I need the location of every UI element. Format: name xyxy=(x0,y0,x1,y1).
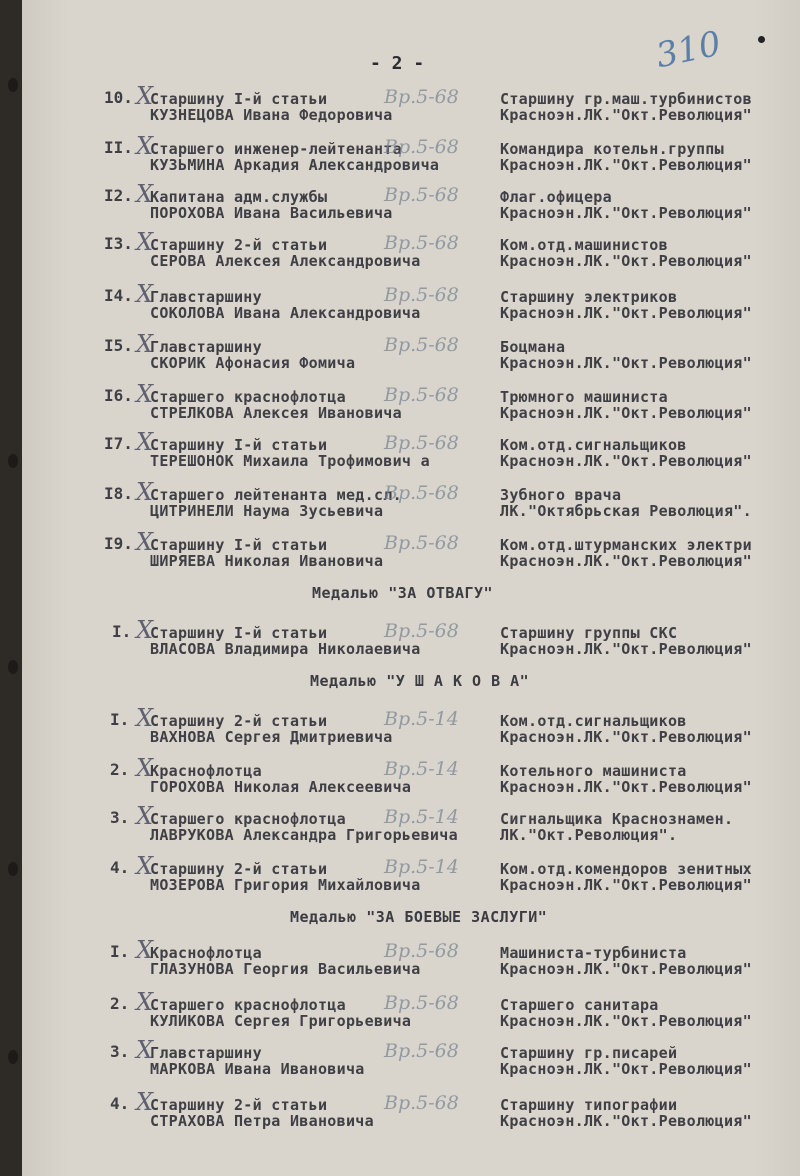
recipient-ship: ЛК."Октябрьская Революция". xyxy=(500,502,752,520)
entry-number: I4. xyxy=(104,286,133,305)
recipient-post: Ком.отд.штурманских электри xyxy=(500,536,752,554)
binding-hole xyxy=(8,1050,18,1064)
approval-mark: Вр.5-68 xyxy=(384,482,459,504)
recipient-ship: Красноэн.ЛК."Окт.Революция" xyxy=(500,778,752,796)
approval-mark: Вр.5-14 xyxy=(384,856,459,878)
recipient-rank: Старшего лейтенанта мед.сл. xyxy=(150,486,402,504)
recipient-name: ГЛАЗУНОВА Георгия Васильевича xyxy=(150,960,421,978)
recipient-ship: Красноэн.ЛК."Окт.Революция" xyxy=(500,960,752,978)
heading-medal-zaslugi: Медалью "ЗА БОЕВЫЕ ЗАСЛУГИ" xyxy=(290,908,548,926)
recipient-rank: Краснофлотца xyxy=(150,762,262,780)
heading-medal-ushakova: Медалью "У Ш А К О В А" xyxy=(310,672,530,690)
approval-mark: Вр.5-68 xyxy=(384,284,459,306)
recipient-post: Ком.отд.сигнальщиков xyxy=(500,712,687,730)
recipient-post: Старшину гр.писарей xyxy=(500,1044,678,1062)
recipient-rank: Капитана адм.службы xyxy=(150,188,328,206)
recipient-post: Старшину гр.маш.турбинистов xyxy=(500,90,752,108)
entry-number: 4. xyxy=(110,858,130,877)
recipient-rank: Старшину 2-й статьи xyxy=(150,1096,328,1114)
recipient-name: ТЕРЕШОНОК Михаила Трофимович а xyxy=(150,452,430,470)
recipient-name: КУЗНЕЦОВА Ивана Федоровича xyxy=(150,106,393,124)
check-mark: Х xyxy=(136,428,154,456)
recipient-rank: Старшину 2-й статьи xyxy=(150,236,328,254)
entry-number: I5. xyxy=(104,336,133,355)
recipient-ship: Красноэн.ЛК."Окт.Революция" xyxy=(500,304,752,322)
recipient-post: Старшину группы СКС xyxy=(500,624,678,642)
recipient-name: ЦИТРИНЕЛИ Наума Зусьевича xyxy=(150,502,384,520)
recipient-name: КУЗЬМИНА Аркадия Александровича xyxy=(150,156,440,174)
approval-mark: Вр.5-14 xyxy=(384,758,459,780)
entry-number: I6. xyxy=(104,386,133,405)
binding-hole xyxy=(8,660,18,674)
binding-hole xyxy=(8,862,18,876)
recipient-post: Старшего санитара xyxy=(500,996,659,1014)
recipient-name: ВАХНОВА Сергея Дмитриевича xyxy=(150,728,393,746)
recipient-ship: Красноэн.ЛК."Окт.Революция" xyxy=(500,1012,752,1030)
check-mark: Х xyxy=(136,180,154,208)
recipient-post: Трюмного машиниста xyxy=(500,388,668,406)
approval-mark: Вр.5-68 xyxy=(384,384,459,406)
recipient-ship: Красноэн.ЛК."Окт.Революция" xyxy=(500,640,752,658)
recipient-post: Ком.отд.комендоров зенитных xyxy=(500,860,752,878)
recipient-ship: Красноэн.ЛК."Окт.Революция" xyxy=(500,204,752,222)
recipient-ship: Красноэн.ЛК."Окт.Революция" xyxy=(500,552,752,570)
recipient-name: МАРКОВА Ивана Ивановича xyxy=(150,1060,365,1078)
approval-mark: Вр.5-68 xyxy=(384,1092,459,1114)
page-number: - 2 - xyxy=(370,53,425,74)
recipient-post: Машиниста-турбиниста xyxy=(500,944,687,962)
check-mark: Х xyxy=(136,852,154,880)
recipient-name: СЕРОВА Алексея Александровича xyxy=(150,252,421,270)
recipient-rank: Главстаршину xyxy=(150,338,262,356)
recipient-rank: Старшину I-й статьи xyxy=(150,536,328,554)
recipient-ship: Красноэн.ЛК."Окт.Революция" xyxy=(500,106,752,124)
entry-number: II. xyxy=(104,138,133,157)
check-mark: Х xyxy=(136,704,154,732)
entry-number: 3. xyxy=(110,808,130,827)
recipient-rank: Старшего краснофлотца xyxy=(150,996,346,1014)
binding-hole xyxy=(8,78,18,92)
binding-hole xyxy=(8,454,18,468)
check-mark: Х xyxy=(136,616,154,644)
recipient-rank: Старшину 2-й статьи xyxy=(150,712,328,730)
recipient-name: ШИРЯЕВА Николая Ивановича xyxy=(150,552,384,570)
recipient-ship: Красноэн.ЛК."Окт.Революция" xyxy=(500,252,752,270)
recipient-name: ВЛАСОВА Владимира Николаевича xyxy=(150,640,421,658)
recipient-name: ГОРОХОВА Николая Алексеевича xyxy=(150,778,412,796)
recipient-post: Котельного машиниста xyxy=(500,762,687,780)
entry-number: 3. xyxy=(110,1042,130,1061)
approval-mark: Вр.5-68 xyxy=(384,432,459,454)
recipient-ship: Красноэн.ЛК."Окт.Революция" xyxy=(500,876,752,894)
check-mark: Х xyxy=(136,1036,154,1064)
recipient-post: Зубного врача xyxy=(500,486,622,504)
archive-page-stamp: 310 xyxy=(652,23,725,77)
recipient-rank: Старшину 2-й статьи xyxy=(150,860,328,878)
approval-mark: Вр.5-68 xyxy=(384,232,459,254)
recipient-post: Ком.отд.машинистов xyxy=(500,236,668,254)
recipient-name: СОКОЛОВА Ивана Александровича xyxy=(150,304,421,322)
entry-number: I7. xyxy=(104,434,133,453)
ink-dot xyxy=(758,36,765,43)
check-mark: Х xyxy=(136,228,154,256)
recipient-ship: Красноэн.ЛК."Окт.Революция" xyxy=(500,452,752,470)
entry-number: I3. xyxy=(104,234,133,253)
recipient-name: МОЗЕРОВА Григория Михайловича xyxy=(150,876,421,894)
entry-number: I. xyxy=(112,622,132,641)
approval-mark: Вр.5-68 xyxy=(384,940,459,962)
heading-medal-otvagu: Медалью "ЗА ОТВАГУ" xyxy=(312,584,494,602)
recipient-rank: Старшего краснофлотца xyxy=(150,388,346,406)
recipient-ship: Красноэн.ЛК."Окт.Революция" xyxy=(500,404,752,422)
entry-number: 2. xyxy=(110,760,130,779)
recipient-post: Ком.отд.сигнальщиков xyxy=(500,436,687,454)
recipient-post: Старшину типографии xyxy=(500,1096,678,1114)
recipient-post: Сигнальщика Краснознамен. xyxy=(500,810,734,828)
recipient-name: ПОРОХОВА Ивана Васильевича xyxy=(150,204,393,222)
approval-mark: Вр.5-68 xyxy=(384,620,459,642)
recipient-name: СКОРИК Афонасия Фомича xyxy=(150,354,356,372)
approval-mark: Вр.5-68 xyxy=(384,334,459,356)
recipient-rank: Старшего инженер-лейтенанта xyxy=(150,140,402,158)
check-mark: Х xyxy=(136,528,154,556)
entry-number: I2. xyxy=(104,186,133,205)
recipient-name: СТРАХОВА Петра Ивановича xyxy=(150,1112,374,1130)
entry-number: 4. xyxy=(110,1094,130,1113)
approval-mark: Вр.5-68 xyxy=(384,136,459,158)
recipient-post: Командира котельн.группы xyxy=(500,140,724,158)
recipient-rank: Старшину I-й статьи xyxy=(150,436,328,454)
approval-mark: Вр.5-68 xyxy=(384,86,459,108)
check-mark: Х xyxy=(136,82,154,110)
recipient-ship: Красноэн.ЛК."Окт.Революция" xyxy=(500,728,752,746)
entry-number: I. xyxy=(110,942,130,961)
recipient-rank: Старшину I-й статьи xyxy=(150,624,328,642)
recipient-post: Старшину электриков xyxy=(500,288,678,306)
recipient-ship: Красноэн.ЛК."Окт.Революция" xyxy=(500,1112,752,1130)
check-mark: Х xyxy=(136,754,154,782)
check-mark: Х xyxy=(136,478,154,506)
recipient-rank: Старшего краснофлотца xyxy=(150,810,346,828)
recipient-post: Боцмана xyxy=(500,338,566,356)
check-mark: Х xyxy=(136,280,154,308)
binding-edge xyxy=(0,0,22,1176)
entry-number: I. xyxy=(110,710,130,729)
approval-mark: Вр.5-68 xyxy=(384,532,459,554)
check-mark: Х xyxy=(136,132,154,160)
recipient-ship: ЛК."Окт.Революция". xyxy=(500,826,678,844)
approval-mark: Вр.5-68 xyxy=(384,992,459,1014)
recipient-post: Флаг.офицера xyxy=(500,188,612,206)
entry-number: I9. xyxy=(104,534,133,553)
recipient-rank: Главстаршину xyxy=(150,288,262,306)
recipient-rank: Старшину I-й статьи xyxy=(150,90,328,108)
recipient-ship: Красноэн.ЛК."Окт.Революция" xyxy=(500,156,752,174)
recipient-name: СТРЕЛКОВА Алексея Ивановича xyxy=(150,404,402,422)
recipient-rank: Краснофлотца xyxy=(150,944,262,962)
check-mark: Х xyxy=(136,936,154,964)
check-mark: Х xyxy=(136,380,154,408)
check-mark: Х xyxy=(136,988,154,1016)
check-mark: Х xyxy=(136,1088,154,1116)
entry-number: 2. xyxy=(110,994,130,1013)
check-mark: Х xyxy=(136,330,154,358)
entry-number: 10. xyxy=(104,88,133,107)
approval-mark: Вр.5-14 xyxy=(384,708,459,730)
approval-mark: Вр.5-14 xyxy=(384,806,459,828)
entry-number: I8. xyxy=(104,484,133,503)
recipient-name: КУЛИКОВА Сергея Григорьевича xyxy=(150,1012,412,1030)
approval-mark: Вр.5-68 xyxy=(384,1040,459,1062)
approval-mark: Вр.5-68 xyxy=(384,184,459,206)
recipient-ship: Красноэн.ЛК."Окт.Революция" xyxy=(500,1060,752,1078)
recipient-ship: Красноэн.ЛК."Окт.Революция" xyxy=(500,354,752,372)
recipient-rank: Главстаршину xyxy=(150,1044,262,1062)
recipient-name: ЛАВРУКОВА Александра Григорьевича xyxy=(150,826,458,844)
check-mark: Х xyxy=(136,802,154,830)
